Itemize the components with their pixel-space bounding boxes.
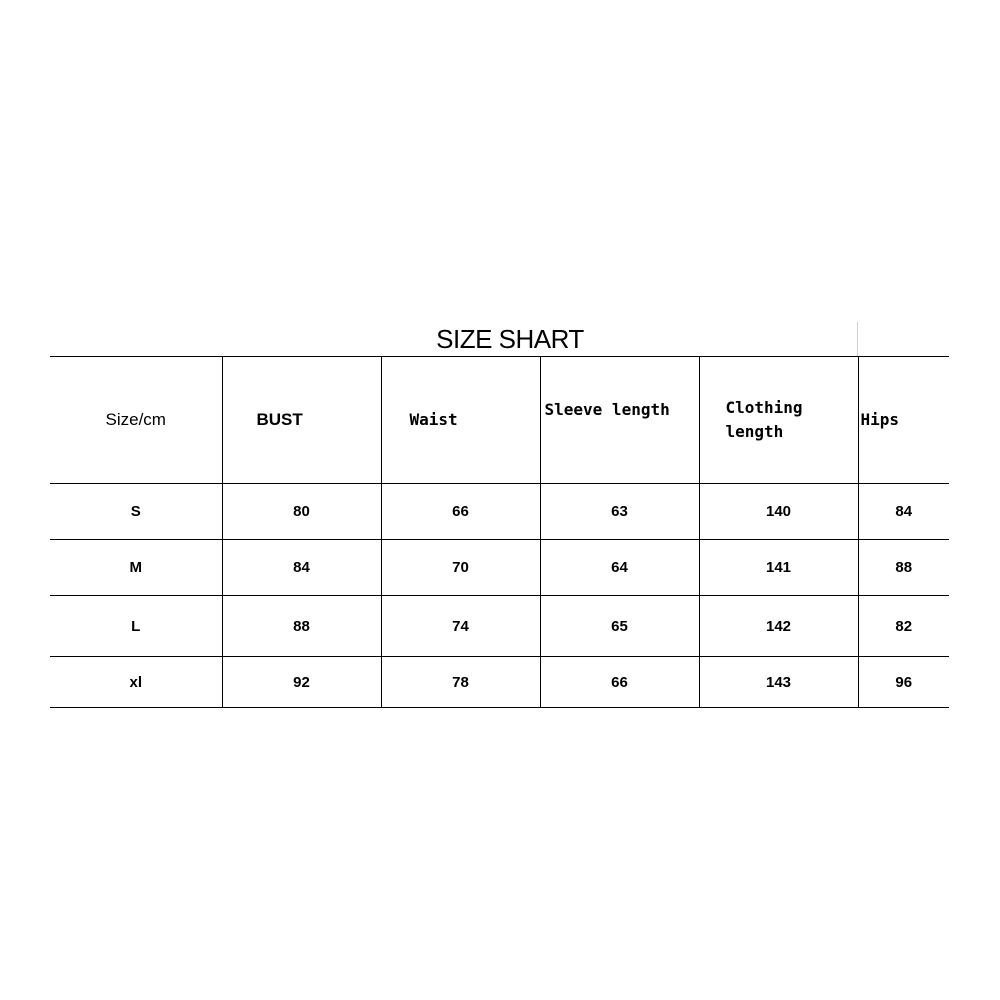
table-row	[50, 596, 949, 657]
cell-size: xl	[50, 657, 222, 708]
cell-sleeve: 66	[540, 657, 699, 708]
cell-hips: 84	[858, 484, 949, 540]
cell-bust: 80	[222, 484, 381, 540]
table-row	[50, 657, 949, 708]
header-sleeve-length: Sleeve length	[540, 357, 699, 484]
cell-waist: 66	[381, 484, 540, 540]
title-divider	[857, 322, 858, 357]
cell-size: L	[50, 596, 222, 657]
cell-sleeve: 65	[540, 596, 699, 657]
cell-hips: 88	[858, 540, 949, 596]
header-bust: BUST	[222, 357, 381, 484]
cell-bust: 92	[222, 657, 381, 708]
cell-bust: 88	[222, 596, 381, 657]
cell-size: S	[50, 484, 222, 540]
cell-size: M	[50, 540, 222, 596]
cell-sleeve: 63	[540, 484, 699, 540]
cell-waist: 78	[381, 657, 540, 708]
header-hips: Hips	[858, 357, 949, 484]
header-waist: Waist	[381, 357, 540, 484]
cell-clothing: 143	[699, 657, 858, 708]
size-table	[50, 356, 949, 708]
header-size: Size/cm	[50, 357, 222, 484]
cell-bust: 84	[222, 540, 381, 596]
cell-clothing: 141	[699, 540, 858, 596]
cell-clothing: 140	[699, 484, 858, 540]
cell-clothing: 142	[699, 596, 858, 657]
table-row	[50, 484, 949, 540]
header-clothing-length: Clothing length	[699, 357, 858, 484]
cell-waist: 74	[381, 596, 540, 657]
table-row	[50, 540, 949, 596]
cell-hips: 82	[858, 596, 949, 657]
header-row	[50, 357, 949, 484]
cell-sleeve: 64	[540, 540, 699, 596]
cell-waist: 70	[381, 540, 540, 596]
cell-hips: 96	[858, 657, 949, 708]
chart-title: SIZE SHART	[436, 324, 584, 354]
